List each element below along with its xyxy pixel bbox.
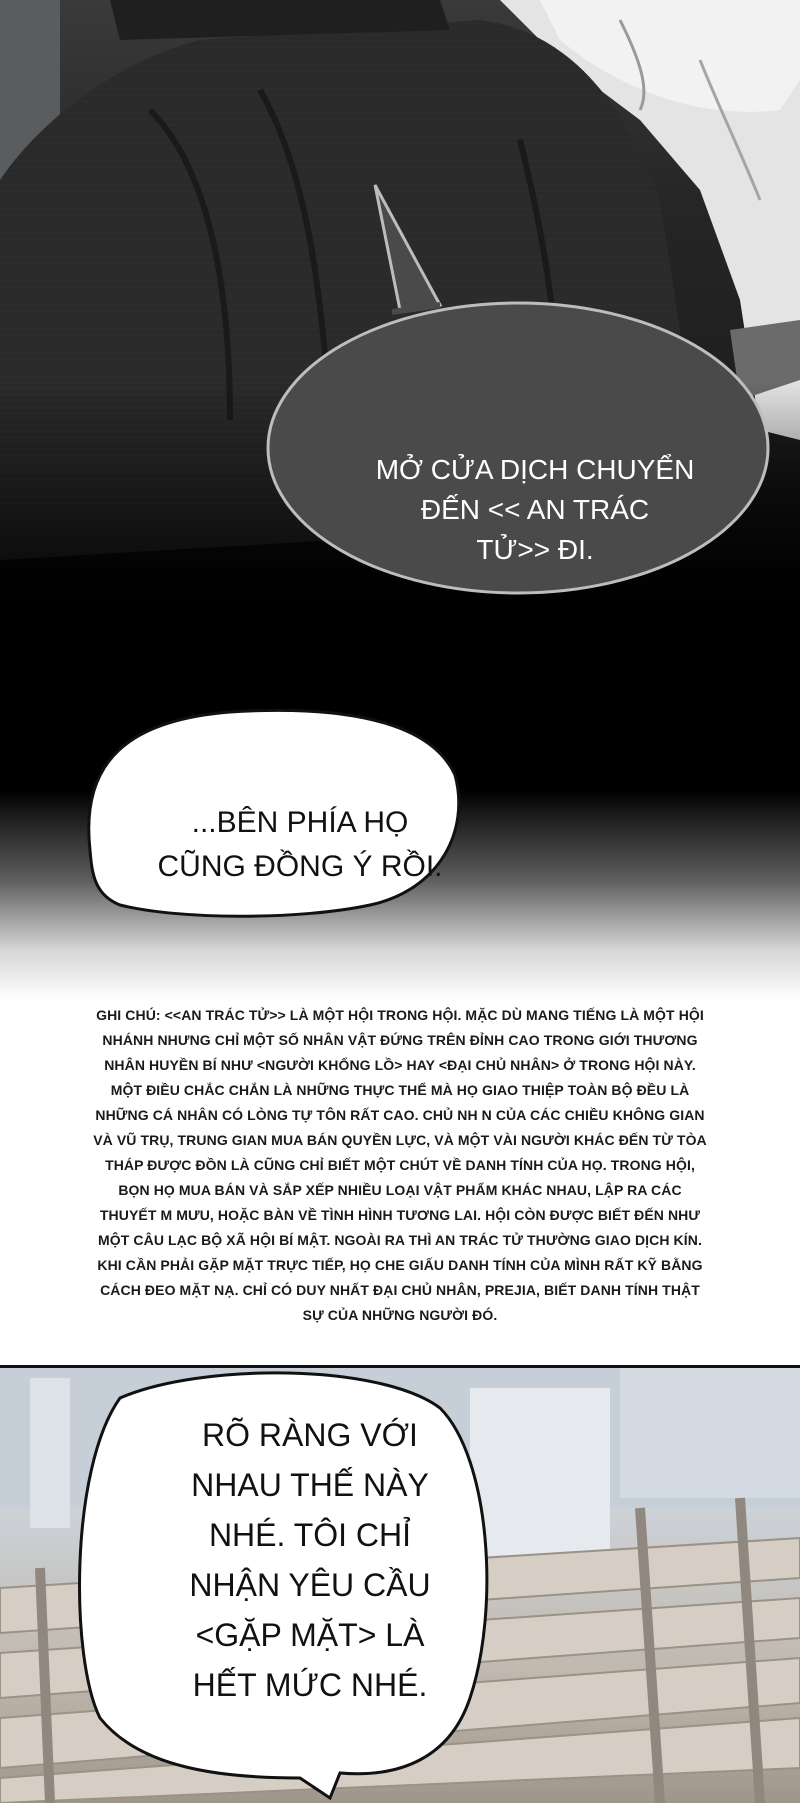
dark-bubble-text	[300, 420, 770, 600]
translator-note: GHI CHÚ: <<AN TRÁC TỬ>> LÀ MỘT HỘI TRONG HỘI. MẶC DÙ MANG TIẾNG LÀ MỘT HỘI NHÁNH NHƯNG CHỈ MỘT SỐ NHÂN VẬT ĐỨNG TRÊN ĐỈNH CAO TRONG GIỚI THƯƠNG NHÂN HUYỀN BÍ NHƯ <NGƯỜI KHỔNG LỒ> HAY <ĐẠI CHỦ NHÂN> Ở TRONG HỘI NÀY. MỘT ĐIỀU CHẮC CHẮN LÀ NHỮNG THỰC THỂ MÀ HỌ GIAO THIỆP TOÀN BỘ ĐỀU LÀ NHỮNG CÁ NHÂN CÓ LÒNG TỰ TÔN RẤT CAO. CHỦ NH N CỦA CÁC CHIỀU KHÔNG GIAN VÀ VŨ TRỤ, TRUNG GIAN MUA BÁN QUYỀN LỰC, VÀ MỘT VÀI NGƯỜI KHÁC ĐẾN TỪ TÒA THÁP ĐƯỢC ĐỒN LÀ CŨNG CHỈ BIẾT MỘT CHÚT VỀ DANH TÍNH CỦA HỌ. TRONG HỘI, BỌN HỌ MUA BÁN VÀ SẮP XẾP NHIỀU LOẠI VẬT PHẨM KHÁC NHAU, LẬP RA CÁC THUYẾT M MƯU, HOẶC BÀN VỀ TÌNH HÌNH TƯƠNG LAI. HỘI CÒN ĐƯỢC BIẾT ĐẾN NHƯ MỘT CÂU LẠC BỘ XÃ HỘI BÍ MẬT. NGOÀI RA THÌ AN TRÁC TỬ THƯỜNG GIAO DỊCH KÍN. KHI CẦN PHẢI GẶP MẶT TRỰC TIẾP, HỌ CHE GIẤU DANH TÍNH CỦA MÌNH RẤT KỸ BẰNG CÁCH ĐEO MẶT NẠ. CHỈ CÓ DUY NHẤT ĐẠI CHỦ NHÂN, PREJIA, BIẾT DANH TÍNH THẬT SỰ CỦA NHỮNG NGƯỜI ĐÓ.	[93, 1007, 707, 1323]
white-bubble-1-label: ...BÊN PHÍA HỌ CŨNG ĐỒNG Ý RỒI.	[157, 806, 443, 883]
dark-bubble-label: MỞ CỬA DỊCH CHUYỂN ĐẾN << AN TRÁC TỬ>> ĐI.	[375, 454, 695, 565]
white-bubble-1-text	[120, 780, 480, 910]
white-bubble-2-text	[110, 1380, 510, 1740]
white-bubble-2-label: RÕ RÀNG VỚI NHAU THẾ NÀY NHÉ. TÔI CHỈ NHẬN YÊU CẦU <GẶP MẶT> LÀ HẾT MỨC NHÉ.	[189, 1417, 431, 1703]
